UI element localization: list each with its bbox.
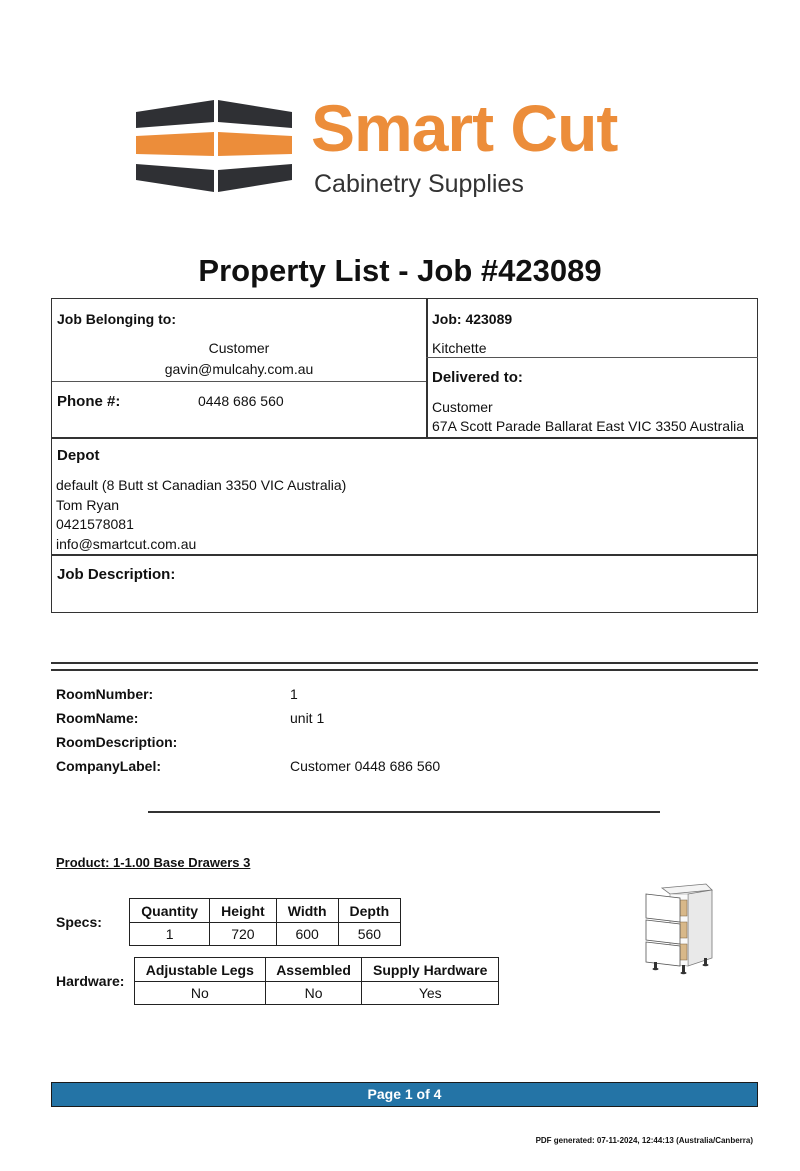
section-divider xyxy=(51,662,758,664)
hardware-value: No xyxy=(135,982,266,1005)
spec-header: Quantity xyxy=(130,899,210,923)
delivered-to-label: Delivered to: xyxy=(432,369,523,386)
depot-line: 0421578081 xyxy=(56,516,134,532)
base-drawer-cabinet-icon xyxy=(640,880,720,976)
spec-header: Depth xyxy=(338,899,400,923)
phone-value: 0448 686 560 xyxy=(198,393,284,409)
page-indicator: Page 1 of 4 xyxy=(51,1082,758,1107)
hardware-value: No xyxy=(265,982,362,1005)
spec-value: 720 xyxy=(210,923,276,946)
specs-table xyxy=(129,898,401,946)
company-logo xyxy=(136,91,676,206)
spec-value: 600 xyxy=(276,923,338,946)
job-name: Kitchette xyxy=(432,340,487,356)
room-number-label: RoomNumber: xyxy=(56,686,154,702)
logo-mark-icon xyxy=(136,96,292,196)
hardware-header: Supply Hardware xyxy=(362,958,499,982)
depot-line: Tom Ryan xyxy=(56,497,120,513)
page-title: Property List - Job #423089 xyxy=(198,253,602,288)
divider xyxy=(52,381,426,382)
divider xyxy=(426,357,758,358)
hardware-table xyxy=(134,957,499,1005)
room-name-value: unit 1 xyxy=(290,710,325,726)
hardware-header: Adjustable Legs xyxy=(135,958,266,982)
brand-name: Smart Cut xyxy=(311,91,618,165)
room-name-label: RoomName: xyxy=(56,710,139,726)
section-divider xyxy=(148,811,660,813)
job-description-label: Job Description: xyxy=(57,566,176,583)
spec-value: 1 xyxy=(130,923,210,946)
delivered-name: Customer xyxy=(432,399,493,415)
company-label-value: Customer 0448 686 560 xyxy=(290,758,441,774)
customer-name: Customer xyxy=(208,340,270,356)
column-divider xyxy=(426,299,428,437)
depot-line: default (8 Butt st Canadian 3350 VIC Australia) xyxy=(56,477,347,493)
phone-label: Phone #: xyxy=(57,393,121,410)
divider xyxy=(52,554,758,556)
delivered-address: 67A Scott Parade Ballarat East VIC 3350 Australia xyxy=(432,418,745,434)
hardware-header: Assembled xyxy=(265,958,362,982)
pdf-generated-timestamp: PDF generated: 07-11-2024, 12:44:13 (Australia/Canberra) xyxy=(535,1136,753,1145)
depot-label: Depot xyxy=(57,447,100,464)
job-number-label: Job: 423089 xyxy=(432,311,513,327)
section-divider xyxy=(51,669,758,671)
job-belonging-label: Job Belonging to: xyxy=(57,311,176,327)
spec-header: Height xyxy=(210,899,276,923)
spec-value: 560 xyxy=(338,923,400,946)
spec-header: Width xyxy=(276,899,338,923)
hardware-value: Yes xyxy=(362,982,499,1005)
company-label-label: CompanyLabel: xyxy=(56,758,162,774)
room-description-label: RoomDescription: xyxy=(56,734,178,750)
divider xyxy=(52,437,758,439)
job-info-box xyxy=(51,298,758,613)
specs-label: Specs: xyxy=(56,914,102,930)
hardware-label: Hardware: xyxy=(56,973,125,989)
product-title: Product: 1-1.00 Base Drawers 3 xyxy=(56,855,251,870)
room-number-value: 1 xyxy=(290,686,298,702)
depot-line: info@smartcut.com.au xyxy=(56,536,197,552)
brand-tagline: Cabinetry Supplies xyxy=(314,170,524,198)
customer-email: gavin@mulcahy.com.au xyxy=(164,361,314,377)
